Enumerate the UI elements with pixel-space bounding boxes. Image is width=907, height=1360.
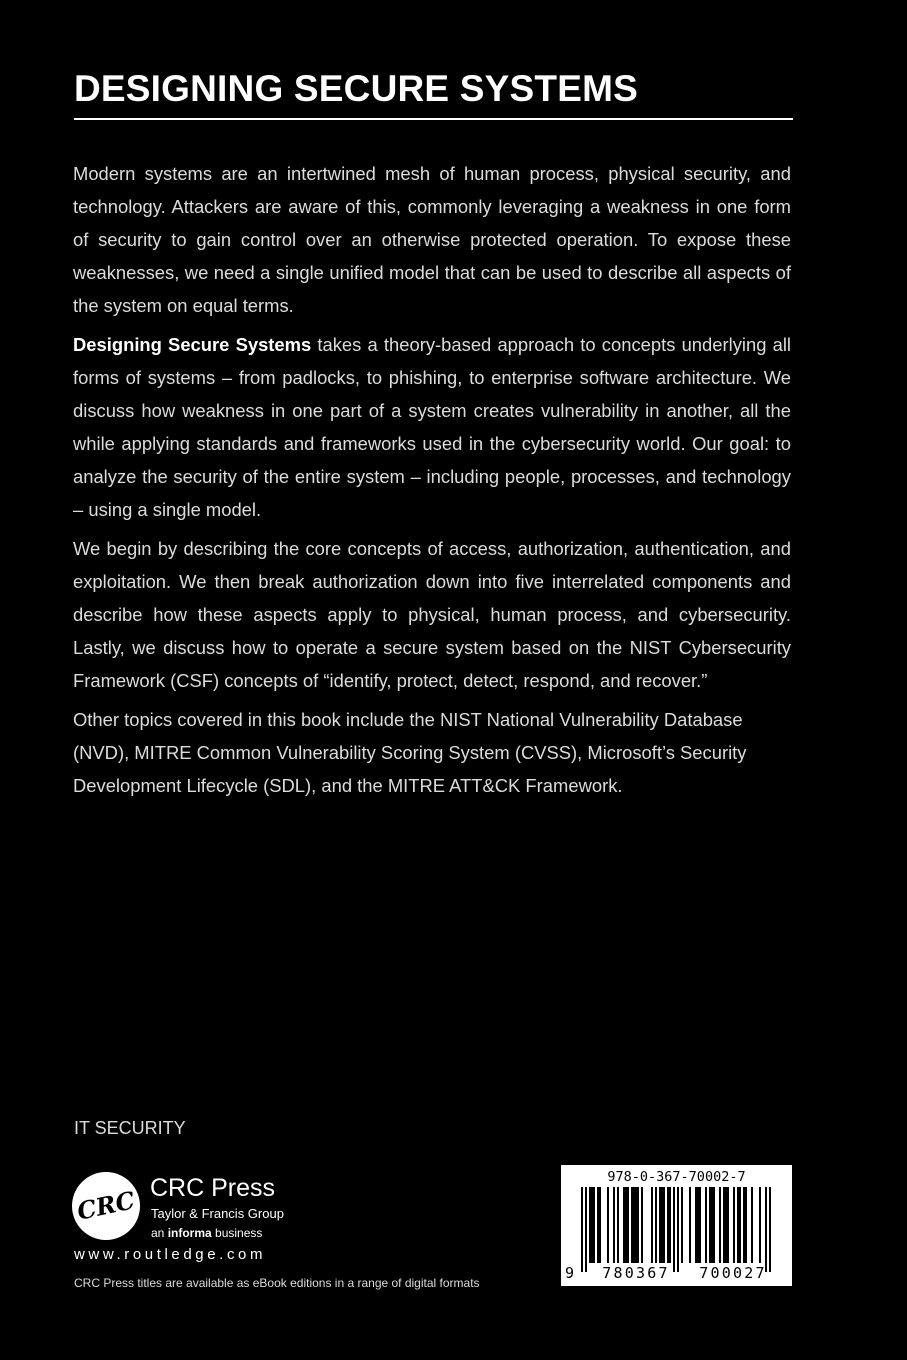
barcode-bar	[765, 1187, 767, 1272]
barcode-bar	[613, 1187, 615, 1263]
barcode-bar	[631, 1187, 639, 1263]
crc-logo-mark	[72, 1172, 140, 1240]
publisher-website[interactable]: www.routledge.com	[74, 1246, 267, 1263]
ean-first-digit: 9	[565, 1264, 575, 1282]
publisher-business-line	[151, 1226, 262, 1240]
publisher-block	[72, 1172, 372, 1252]
ean-right-digits: 700027	[699, 1264, 767, 1282]
isbn-label: 978-0-367-70002-7	[607, 1169, 746, 1185]
blurb-paragraph-1: Modern systems are an intertwined mesh of human process, physical security, and technology. Attackers are aware of this, commonly leveraging a weakness in one form of security to gain control over an otherwise protected operation. To expose these weaknesses, we need a single unified model that can be used to describe all aspects of the system on equal terms.	[73, 163, 791, 316]
barcode-bar	[655, 1187, 657, 1263]
blurb-paragraph-2	[73, 328, 791, 526]
barcode-bar	[667, 1187, 671, 1263]
barcode-bar	[695, 1187, 701, 1263]
business-prefix: an	[151, 1226, 168, 1240]
business-informa: informa	[167, 1226, 212, 1240]
barcode-bar	[677, 1187, 679, 1272]
barcode-bar	[743, 1187, 747, 1263]
book-title: DESIGNING SECURE SYSTEMS	[74, 68, 639, 109]
crc-logo-letters: CRC	[74, 1185, 138, 1226]
ebook-availability-note: CRC Press titles are available as eBook editions in a range of digital formats	[74, 1276, 480, 1290]
barcode-bar	[641, 1187, 643, 1263]
subject-category: IT SECURITY	[74, 1118, 186, 1138]
barcode-bar	[769, 1187, 771, 1272]
barcode-bar	[705, 1187, 707, 1263]
blurb-book-title-bold: Designing Secure Systems	[73, 334, 312, 355]
barcode-bar	[751, 1187, 753, 1263]
barcode-bar	[709, 1187, 715, 1263]
publisher-name: CRC Press	[150, 1174, 276, 1202]
blurb-paragraph-3: We begin by describing the core concepts of access, authorization, authentication, and exploitation. We then break authorization down into five interrelated components and describe how these aspects apply to physical, human process, and cybersecurity. Lastly, we discuss how to operate a secure system based on the NIST Cybersecurity Framework (CSF) concepts of “identify, protect, detect, respond, and recover.”	[73, 538, 791, 691]
barcode-bar	[723, 1187, 729, 1263]
barcode-bar	[681, 1187, 683, 1263]
publisher-group: Taylor & Francis Group	[151, 1206, 284, 1221]
business-suffix: business	[211, 1226, 263, 1240]
barcode-bar	[585, 1187, 587, 1272]
blurb	[73, 157, 791, 808]
barcode-bar	[733, 1187, 735, 1263]
barcode-bar	[597, 1187, 601, 1263]
barcode-bar	[673, 1187, 675, 1272]
barcode-bar	[589, 1187, 595, 1263]
barcode-bar	[651, 1187, 653, 1263]
barcode-bar	[623, 1187, 629, 1263]
barcode-bar	[759, 1187, 761, 1263]
ean-left-digits: 780367	[602, 1264, 670, 1282]
barcode-bar	[659, 1187, 665, 1263]
blurb-paragraph-2-text: takes a theory-based approach to concepts underlying all forms of systems – from padlocks, to phishing, to enterprise software architecture. We discuss how weakness in one part of a system creates vulnerability in another, all the while applying standards and frameworks used in the cybersecurity world. Our goal: to analyze the security of the entire system – including people, processes, and technology – using a single model.	[73, 334, 792, 520]
title-underline	[74, 118, 793, 120]
barcode-bar	[719, 1187, 721, 1263]
barcode-bar	[689, 1187, 691, 1263]
blurb-paragraph-4: Other topics covered in this book include the NIST National Vulnerability Database (NVD), MITRE Common Vulnerability Scoring System (CVSS), Microsoft’s Security Development Lifecycle (SDL), and the MITRE ATT&CK Framework.	[73, 709, 747, 796]
crc-logo	[72, 1172, 140, 1240]
barcode-bar	[737, 1187, 741, 1263]
barcode-bar	[607, 1187, 609, 1263]
isbn-barcode	[561, 1165, 792, 1286]
barcode-bar	[581, 1187, 583, 1272]
barcode-bar	[617, 1187, 619, 1263]
